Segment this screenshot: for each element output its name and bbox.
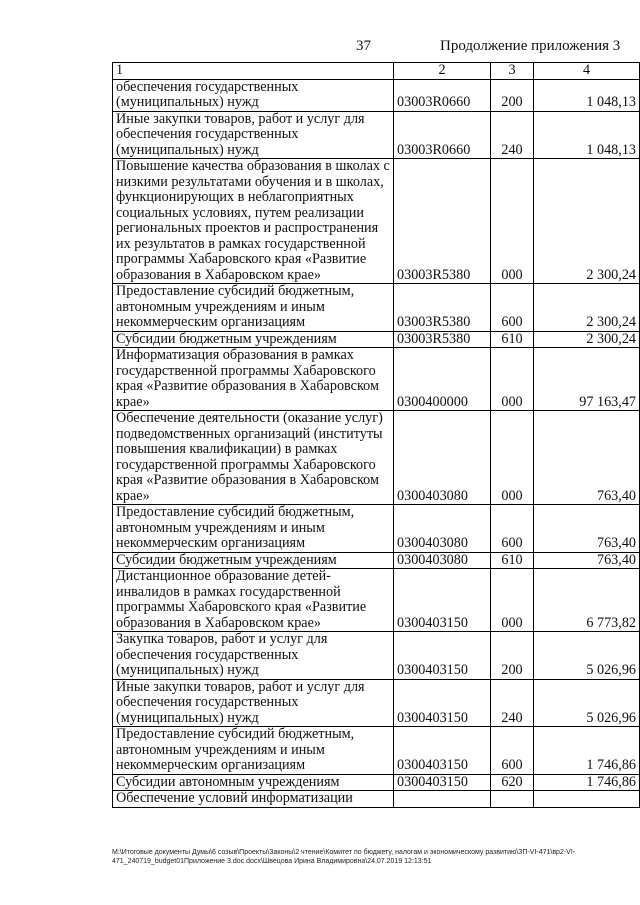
row-kind: 610 [491, 552, 534, 569]
row-kind: 000 [491, 411, 534, 505]
row-kind: 240 [491, 111, 534, 159]
row-kind: 620 [491, 774, 534, 791]
row-name: Иные закупки товаров, работ и услуг для обеспечения государственных (муниципальных) нужд [113, 679, 394, 727]
table-row [113, 552, 640, 569]
table-row [113, 679, 640, 727]
row-amount: 2 300,24 [534, 331, 640, 348]
row-name: Субсидии бюджетным учреждениям [113, 552, 394, 569]
row-code: 03003R0660 [394, 79, 491, 111]
table-row [113, 159, 640, 284]
row-kind: 600 [491, 727, 534, 775]
table-row [113, 284, 640, 332]
row-name: Дистанционное образование детей-инвалидов в рамках государственной программы Хабаровского края «Развитие образования в Хабаровском крае» [113, 569, 394, 632]
table-row [113, 632, 640, 680]
row-amount: 5 026,96 [534, 632, 640, 680]
row-code: 0300403080 [394, 552, 491, 569]
row-name: обеспечения государственных (муниципальных) нужд [113, 79, 394, 111]
table-row [113, 79, 640, 111]
row-name: Обеспечение условий информатизации [113, 791, 394, 808]
row-code [394, 791, 491, 808]
table-header-row [113, 63, 640, 80]
row-name: Закупка товаров, работ и услуг для обеспечения государственных (муниципальных) нужд [113, 632, 394, 680]
row-code: 0300403080 [394, 505, 491, 553]
row-name: Предоставление субсидий бюджетным, автономным учреждениям и иным некоммерческим организациям [113, 505, 394, 553]
table-row [113, 348, 640, 411]
row-amount: 1 746,86 [534, 774, 640, 791]
row-kind: 240 [491, 679, 534, 727]
row-code: 0300403150 [394, 774, 491, 791]
file-path-footer: М:\Итоговые документы Думы\6 созыв\Проекты\Законы\2 чтение\Комитет по бюджету, налогам и экономическому развитию\ЗП-VI-471\вр2-VI-471_240719_budget01Приложение 3.doc.docx\Швецова Ирина Владимировна\24.07.2019 12:13:51 [112, 849, 576, 865]
row-code: 0300400000 [394, 348, 491, 411]
row-name: Субсидии бюджетным учреждениям [113, 331, 394, 348]
column-header-2: 2 [394, 63, 491, 80]
row-amount: 2 300,24 [534, 284, 640, 332]
row-name: Предоставление субсидий бюджетным, автономным учреждениям и иным некоммерческим организациям [113, 284, 394, 332]
table-row [113, 411, 640, 505]
row-amount: 763,40 [534, 411, 640, 505]
table-row [113, 505, 640, 553]
row-name: Предоставление субсидий бюджетным, автономным учреждениям и иным некоммерческим организациям [113, 727, 394, 775]
table-row [113, 111, 640, 159]
row-kind: 610 [491, 331, 534, 348]
row-code: 0300403150 [394, 569, 491, 632]
row-code: 03003R5380 [394, 159, 491, 284]
row-name: Повышение качества образования в школах с низкими результатами обучения и в школах, функционирующих в неблагоприятных социальных условиях, путем реализации региональных проектов и распространения их результатов в рамках государственной программы Хабаровского края «Развитие образования в Хабаровском крае» [113, 159, 394, 284]
row-amount: 6 773,82 [534, 569, 640, 632]
table-row [113, 569, 640, 632]
table-row [113, 791, 640, 808]
column-header-3: 3 [491, 63, 534, 80]
table-row [113, 774, 640, 791]
row-code: 03003R5380 [394, 331, 491, 348]
row-code: 0300403150 [394, 727, 491, 775]
row-code: 0300403150 [394, 632, 491, 680]
row-kind: 000 [491, 569, 534, 632]
row-amount: 97 163,47 [534, 348, 640, 411]
row-kind: 200 [491, 79, 534, 111]
column-header-1: 1 [113, 63, 394, 80]
row-kind [491, 791, 534, 808]
column-header-4: 4 [534, 63, 640, 80]
table-row [113, 331, 640, 348]
row-code: 0300403080 [394, 411, 491, 505]
table-row [113, 727, 640, 775]
row-kind: 000 [491, 348, 534, 411]
row-amount [534, 791, 640, 808]
row-amount: 5 026,96 [534, 679, 640, 727]
budget-table [112, 62, 640, 808]
row-kind: 600 [491, 505, 534, 553]
row-amount: 1 746,86 [534, 727, 640, 775]
row-name: Иные закупки товаров, работ и услуг для обеспечения государственных (муниципальных) нужд [113, 111, 394, 159]
row-kind: 600 [491, 284, 534, 332]
row-amount: 1 048,13 [534, 79, 640, 111]
row-amount: 763,40 [534, 552, 640, 569]
row-amount: 2 300,24 [534, 159, 640, 284]
row-name: Информатизация образования в рамках государственной программы Хабаровского края «Развитие образования в Хабаровском крае» [113, 348, 394, 411]
row-code: 0300403150 [394, 679, 491, 727]
continuation-label: Продолжение приложения 3 [440, 38, 621, 54]
row-code: 03003R5380 [394, 284, 491, 332]
row-name: Субсидии автономным учреждениям [113, 774, 394, 791]
row-kind: 000 [491, 159, 534, 284]
row-code: 03003R0660 [394, 111, 491, 159]
page-number: 37 [356, 38, 371, 54]
row-kind: 200 [491, 632, 534, 680]
row-amount: 763,40 [534, 505, 640, 553]
row-name: Обеспечение деятельности (оказание услуг) подведомственных организаций (институты повышения квалификации) в рамках государственной программы Хабаровского края «Развитие образования в Хабаровском крае» [113, 411, 394, 505]
row-amount: 1 048,13 [534, 111, 640, 159]
